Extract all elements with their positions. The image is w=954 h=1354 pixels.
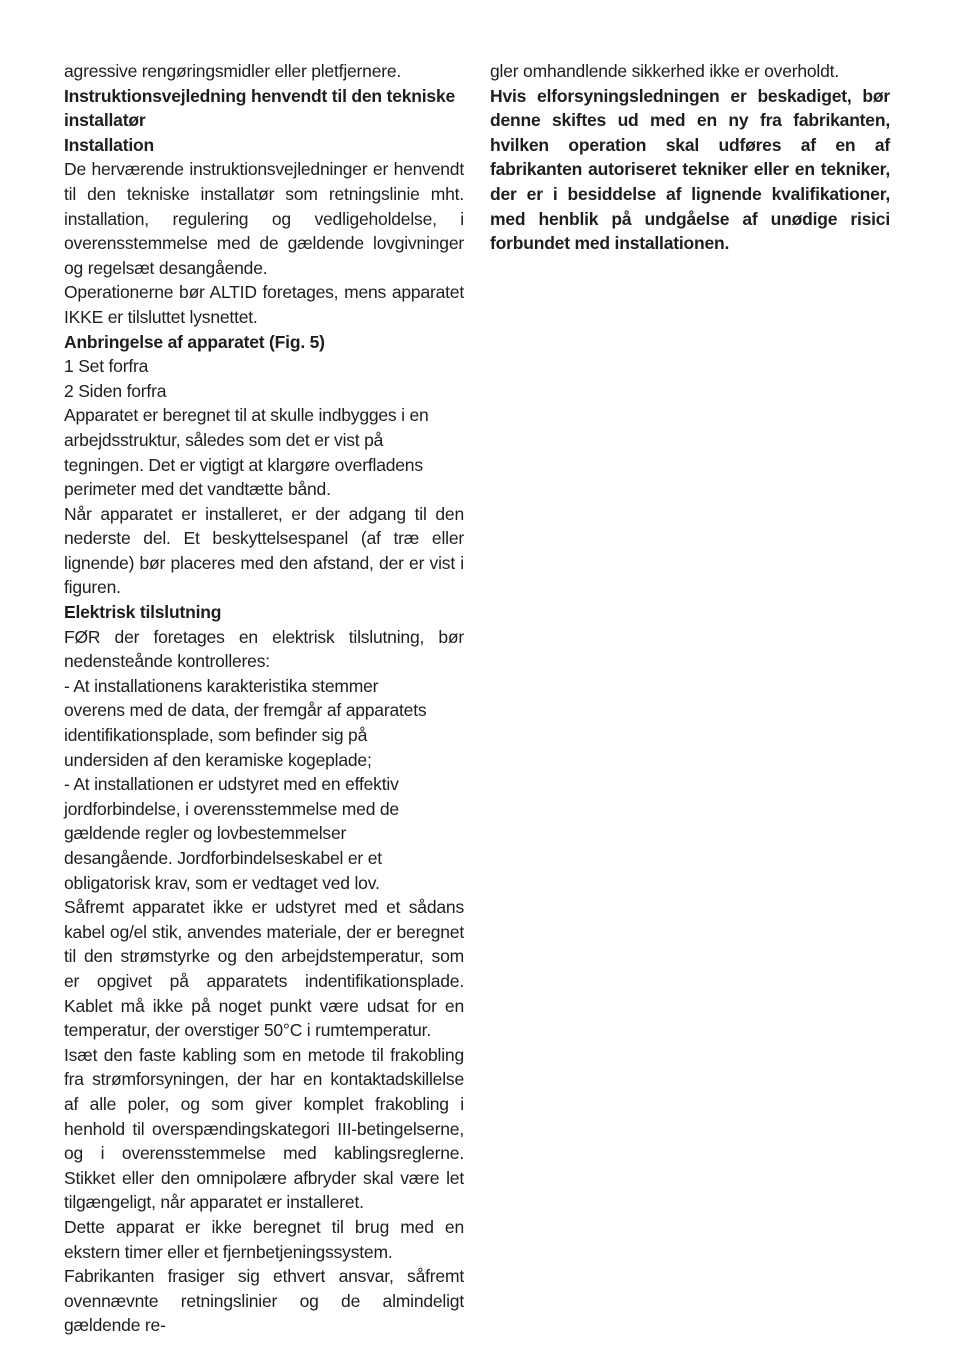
- right-column: [490, 59, 890, 256]
- paragraph: gler omhandlende sikkerhed ikke er overholdt.: [490, 61, 839, 81]
- paragraph: agressive rengøringsmidler eller pletfjernere.: [64, 61, 402, 81]
- paragraph: Dette apparat er ikke beregnet til brug med en ekstern timer eller et fjernbetjeningssystem.: [64, 1216, 464, 1262]
- section-heading: Installation: [64, 134, 154, 155]
- list-item: - At installationens karakteristika stemmer overens med de data, der fremgår af apparatets identifikationsplade, som befinder sig på undersiden af den keramiske kogeplade;: [64, 675, 427, 770]
- paragraph: Operationerne bør ALTID foretages, mens apparatet IKKE er tilsluttet lysnettet.: [64, 282, 464, 327]
- paragraph: De herværende instruktionsvejledninger er henvendt til den tekniske installatør som retningslinie mht. installation, regulering og vedligeholdelse, i overensstemmelse med de gældende lovgivninger og regelsæt desangående.: [64, 159, 464, 278]
- warning-paragraph: Hvis elforsyningsledningen er beskadiget, bør denne skiftes ud med en ny fra fabrikanten, hvilken operation skal udføres af en af fabrikanten autoriseret tekniker eller en tekniker, der er i besiddelse af lignende kvalifikationer, med henblik på undgåelse af unødige risici forbundet med installationen.: [490, 85, 890, 254]
- left-column: [64, 59, 464, 1338]
- list-item: - At installationen er udstyret med en effektiv jordforbindelse, i overensstemmelse med de gældende regler og lovbestemmelser desangående. Jordforbindelseskabel er et obligatorisk krav, som er vedtaget ved lov.: [64, 774, 399, 893]
- list-item: 2 Siden forfra: [64, 380, 167, 401]
- list-item: 1 Set forfra: [64, 356, 149, 377]
- paragraph: Fabrikanten frasiger sig ethvert ansvar, såfremt ovennævnte retningslinier og de almindeligt gældende re-: [64, 1266, 464, 1336]
- paragraph: FØR der foretages en elektrisk tilslutning, bør nedensteånde kontrolleres:: [64, 626, 464, 672]
- section-heading: Anbringelse af apparatet (Fig. 5): [64, 331, 325, 352]
- section-heading: Instruktionsvejledning henvendt til den tekniske installatør: [64, 85, 456, 131]
- section-heading: Elektrisk tilslutning: [64, 602, 222, 623]
- paragraph: Apparatet er beregnet til at skulle indbygges i en arbejdsstruktur, således som det er vist på tegningen. Det er vigtigt at klargøre overfladens perimeter med det vandtætte bånd.: [64, 405, 429, 500]
- paragraph: Isæt den faste kabling som en metode til frakobling fra strømforsyningen, der har en kontaktadskillelse af alle poler, og som giver komplet frakobling i henhold til overspændingskategori III-betingelserne, og i overensstemmelse med kablingsreglerne. Stikket eller den omnipolære afbryder skal være let tilgængeligt, når apparatet er installeret.: [64, 1044, 464, 1213]
- paragraph: Såfremt apparatet ikke er udstyret med et sådans kabel og/el stik, anvendes materiale, der er beregnet til den strømstyrke og den arbejdstemperatur, som er opgivet på apparatets indentifikationsplade. Kablet må ikke på noget punkt være udsat for en temperatur, der overstiger 50°C i rumtemperatur.: [64, 897, 464, 1041]
- paragraph: Når apparatet er installeret, er der adgang til den nederste del. Et beskyttelsespanel (af træ eller lignende) bør placeres med den afstand, der er vist i figuren.: [64, 503, 464, 598]
